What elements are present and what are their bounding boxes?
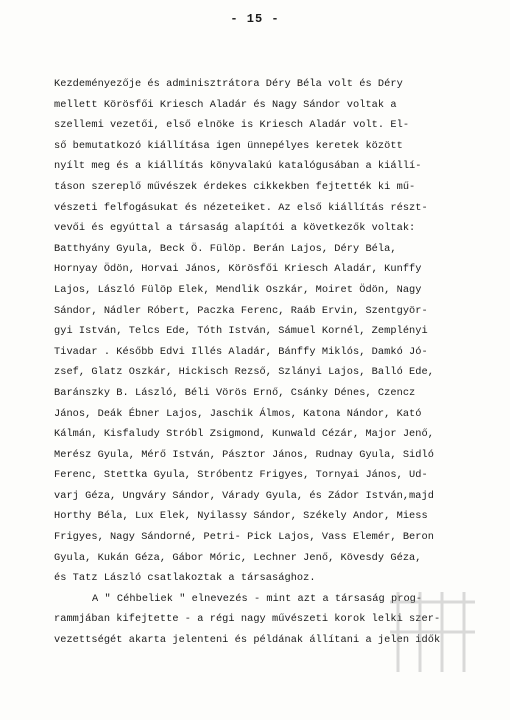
text-line: Tivadar . Később Edvi Illés Aladár, Bánffy Miklós, Damkó Jó- [54, 345, 428, 358]
text-line: vevői és egyúttal a társaság alapítói a következők voltak: [54, 222, 416, 235]
text-line: Kezdeményezője és adminisztrátora Déry Béla volt és Déry [54, 78, 403, 90]
body-text [54, 74, 494, 651]
text-line: Kálmán, Kisfaludy Stróbl Zsigmond, Kunwald Cézár, Major Jenő, [54, 428, 434, 441]
text-line: vészeti felfogásukat és nézeteiket. Az első kiállítás részt- [54, 201, 428, 214]
text-line: A " Céhbeliek " elnevezés - mint azt a társaság prog- [92, 592, 423, 605]
text-line: Merész Gyula, Mérő István, Pásztor János, Rudnay Gyula, Sidló [54, 448, 434, 461]
text-line: Gyula, Kukán Géza, Gábor Móric, Lechner Jenő, Kövesdy Géza, [54, 551, 422, 564]
text-line: rammjában kifejtette - a régi nagy művészeti korok lelki szer- [54, 613, 441, 626]
text-line: Ferenc, Stettka Gyula, Stróbentz Frigyes, Tornyai János, Ud- [54, 469, 428, 482]
text-line: Baránszky B. László, Béli Vörös Ernő, Csánky Dénes, Czencz [54, 386, 416, 399]
text-line: Sándor, Nádler Róbert, Paczka Ferenc, Raáb Ervin, Szentgyör- [54, 304, 428, 317]
text-line: varj Géza, Ungváry Sándor, Várady Gyula, és Zádor István,majd [54, 489, 434, 502]
text-line: Batthyány Gyula, Beck Ö. Fülöp. Berán Lajos, Déry Béla, [54, 242, 397, 255]
watermark-stamp [380, 572, 490, 682]
text-line: ső bemutatkozó kiállítása igen ünnepélyes keretek között [54, 139, 403, 152]
text-line: szellemi vezetői, első elnöke is Kriesch Aladár volt. El- [54, 119, 410, 132]
page-number: - 15 - [230, 12, 280, 26]
text-line: nyílt meg és a kiállítás könyvalakú katalógusában a kiállí- [54, 160, 422, 173]
text-line: Hornyay Ödön, Horvai János, Körösfői Kriesch Aladár, Kunffy [54, 263, 422, 276]
text-line: zsef, Glatz Oszkár, Hickisch Rezső, Szlányi Lajos, Balló Ede, [54, 366, 434, 379]
text-line: táson szereplő művészek érdekes cikkekben fejtették ki mű- [54, 180, 416, 193]
text-line: vezettségét akarta jelenteni és példának állítani a jelen idők [54, 634, 441, 647]
text-line: Frigyes, Nagy Sándorné, Petri- Pick Lajos, Vass Elemér, Beron [54, 531, 434, 544]
text-line: Horthy Béla, Lux Elek, Nyilassy Sándor, Székely Andor, Miess [54, 510, 428, 523]
text-line: mellett Körösfői Kriesch Aladár és Nagy Sándor voltak a [54, 98, 397, 111]
text-line: Lajos, László Fülöp Elek, Mendlik Oszkár, Moiret Ödön, Nagy [54, 283, 422, 296]
text-line: gyi István, Telcs Ede, Tóth István, Sámuel Kornél, Zemplényi [54, 325, 428, 338]
text-line: és Tatz László csatlakoztak a társasághoz. [54, 572, 316, 585]
text-line: János, Deák Ébner Lajos, Jaschik Álmos, Katona Nándor, Kató [54, 407, 422, 420]
